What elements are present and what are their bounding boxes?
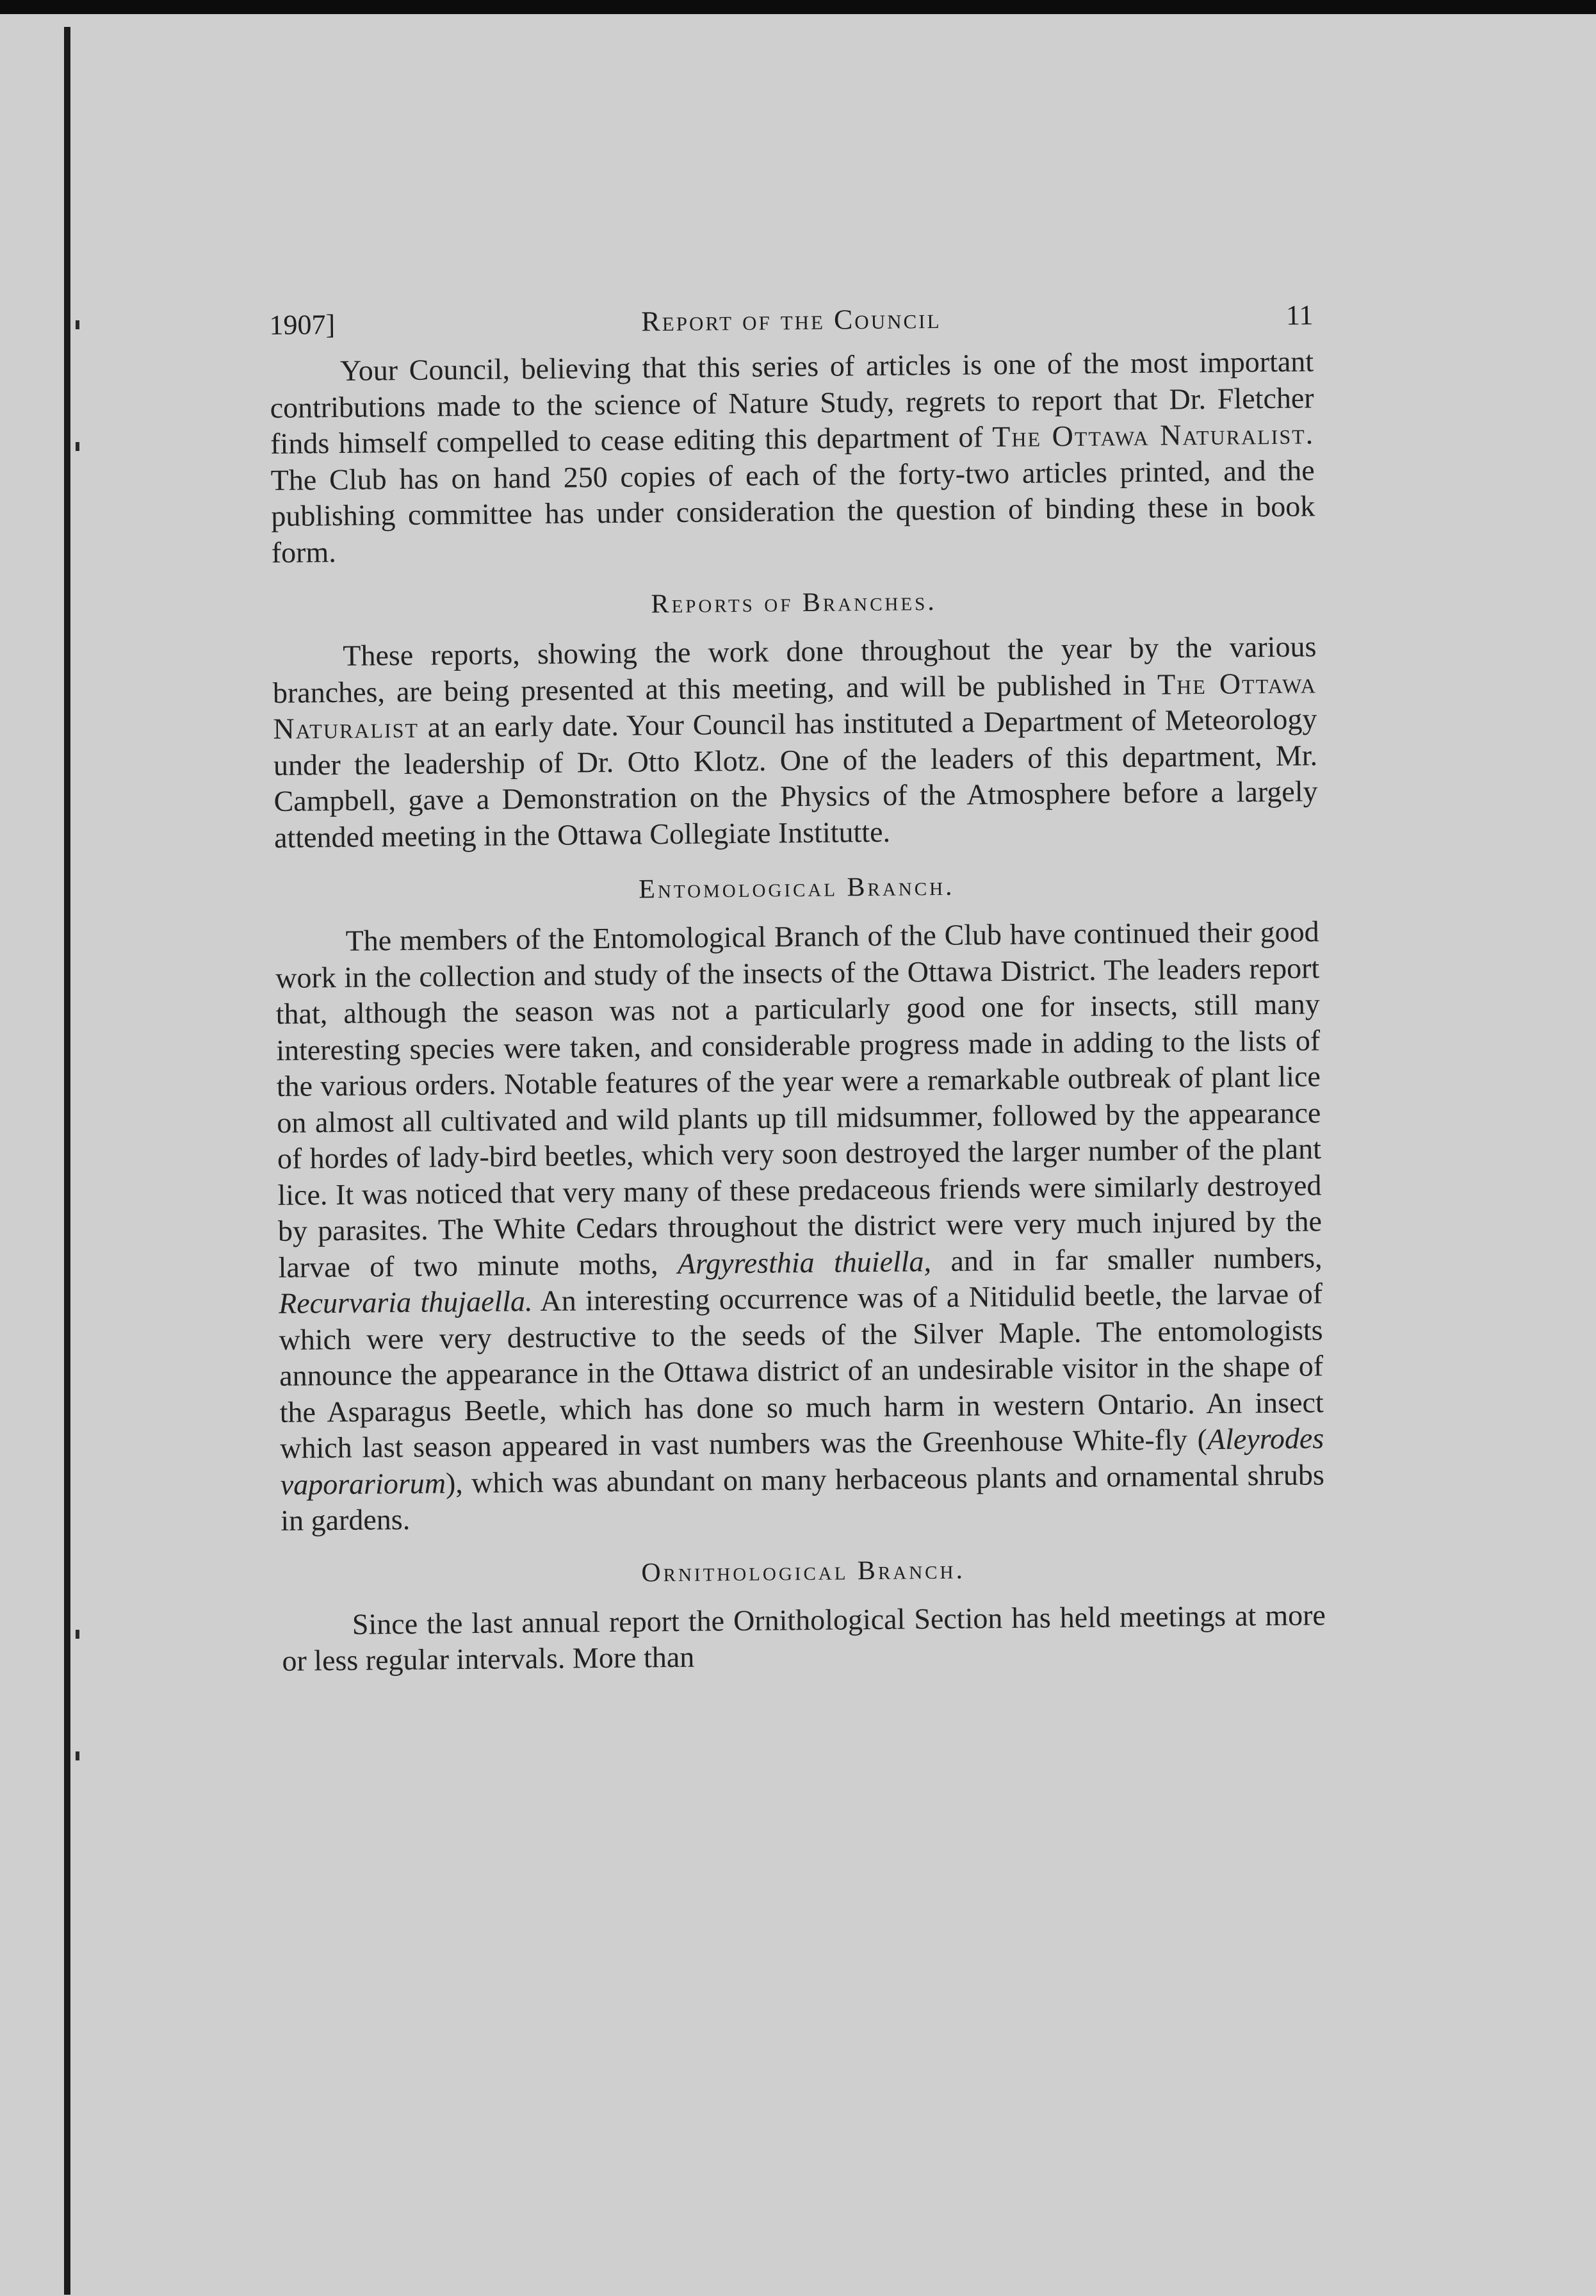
species-name: Aleyrodes vaporariorum (280, 1422, 1324, 1501)
journal-title: The Ottawa Naturalist. (992, 417, 1315, 454)
margin-mark (76, 1630, 79, 1639)
margin-mark (76, 1751, 79, 1760)
header-year: 1907] (269, 309, 336, 341)
text-run: An interesting occurrence was of a Nitidulid beetle, the larvae of which were very destructive to the seeds of the Silver Maple. The entomologists announce the appearance in the Ottawa district of an undesirable visitor in the shape of the Asparagus Beetle, which has done so much harm in western Ontario. An insect which last season appeared in vast numbers was the Greenhouse White-fly ( (279, 1277, 1324, 1464)
text-run: These reports, showing the work done throughout the year by the various branches, are being presented at this meeting, and will be published in (272, 630, 1317, 709)
species-name: Recurvaria thujaella. (278, 1284, 533, 1320)
heading-ornithological-branch: Ornithological Branch. (641, 1555, 966, 1588)
heading-entomological-branch: Entomological Branch. (639, 871, 955, 905)
paragraph-council (270, 343, 1315, 571)
paragraph-ornithological (282, 1597, 1326, 1680)
text-run: at an early date. Your Council has instituted a Department of Meteorology under the leadership of Dr. Otto Klotz. One of the leaders of this department, Mr. Campbell, gave a Demonstration on the Physics of the Atmosphere before a largely attended meeting in the Ottawa Collegiate Institutte. (273, 702, 1318, 854)
margin-mark (76, 320, 79, 329)
text-run: The members of the Entomological Branch of the Club have continued their good work in the collection and study of the insects of the Ottawa District. The leaders report that, although the season was not a particularly good one for insects, still many interesting species were taken, and considerable progress made in adding to the lists of the various orders. Notable features of the year were a remarkable outbreak of plant lice on almost all cultivated and wild plants up till midsummer, followed by the appearance of hordes of lady-bird beetles, which very soon destroyed the larger number of the plant lice. It was noticed that very many of these predaceous friends were similarly destroyed by parasites. The White Cedars throughout the district were very much injured by the larvae of two minute moths, (275, 915, 1323, 1284)
scanned-page (0, 14, 1596, 2296)
species-name: Argyresthia thuiella, (677, 1244, 932, 1280)
text-run: and in far smaller numbers, (931, 1240, 1323, 1277)
page-content (269, 286, 1326, 1679)
page-number: 11 (1285, 299, 1314, 331)
text-run: The Club has on hand 250 copies of each of the forty-two articles printed, and the publishing committee has under consideration the question of binding these in book form. (270, 453, 1315, 569)
heading-reports-of-branches: Reports of Branches. (651, 587, 937, 619)
paragraph-entomological (275, 914, 1324, 1539)
paragraph-branches (272, 628, 1318, 856)
journal-title: The Ottawa Naturalist (273, 666, 1317, 745)
text-run: ), which was abundant on many herbaceous plants and ornamental shrubs in gardens. (281, 1457, 1324, 1537)
header-title: Report of the Council (641, 302, 941, 338)
text-run: Your Council, believing that this series of articles is one of the most important contributions made to the science of Nature Study, regrets to report that Dr. Fletcher finds himself compelled to cease editing this department of (270, 345, 1314, 460)
running-header (269, 286, 1314, 354)
margin-mark (76, 442, 79, 451)
binding-edge (64, 27, 70, 2295)
text-run: Since the last annual report the Ornithological Section has held meetings at more or less regular intervals. More than (282, 1598, 1326, 1677)
